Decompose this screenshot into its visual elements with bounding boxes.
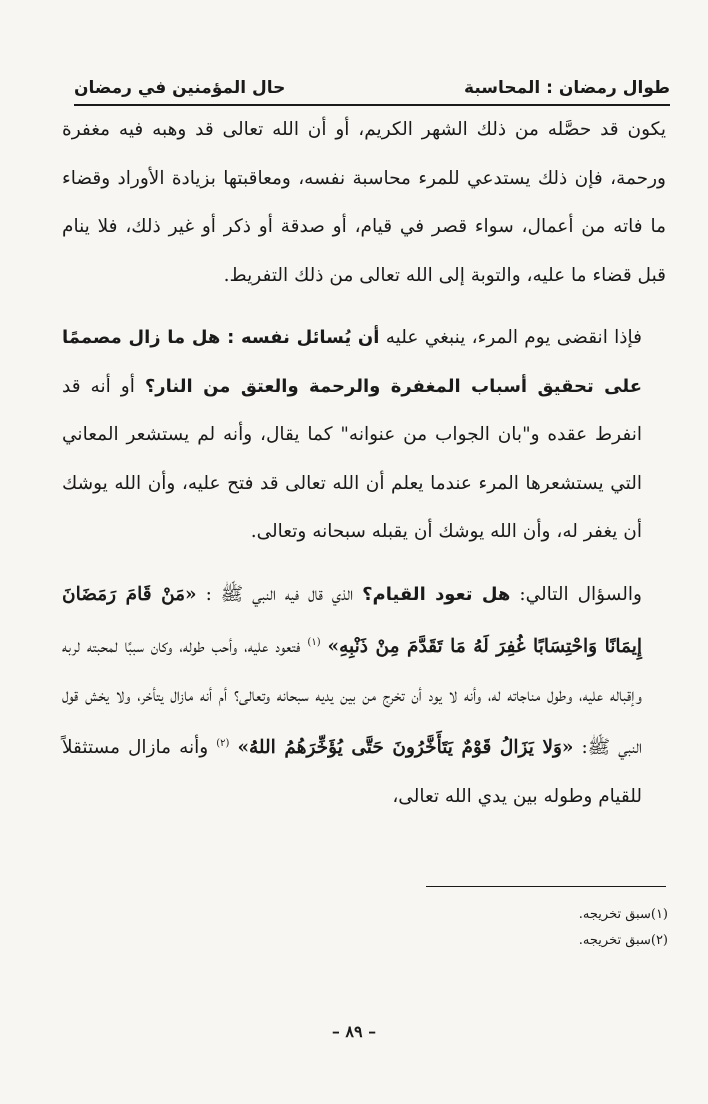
paragraph-3-middle: فتعود عليه، وأحب طوله، وكان سببًا لمحبته لربه وإقباله عليه، وطول مناجاته له، وأنه لا يود أن تخرج من بين يديه سبحانه وتعالى؟ أم أنه مازال يتأخر، ولا يخش قول النبي ﷺ: [62, 636, 642, 759]
footnote-divider [426, 886, 666, 887]
footnotes [579, 902, 668, 954]
paragraph-3-question: هل تعود القيام؟ [362, 583, 511, 605]
running-header [74, 78, 670, 106]
footnote-1: (١)سبق تخريجه. [578, 907, 668, 922]
chapter-title: طوال رمضان : المحاسبة [464, 78, 670, 98]
paragraph-3-end: وأنه مازال مستثقلاً للقيام وطوله بين يدي الله تعالى، [62, 737, 642, 807]
page-number: – ٨٩ – [331, 1022, 377, 1041]
paragraph-2 [62, 314, 666, 557]
paragraph-2-rest: أو أنه قد انفرط عقده و"بان الجواب من عنوانه" كما يقال، وأنه لم يستشعر المعاني التي يستشعرها المرء عندما يعلم أن الله تعالى قد فتح عليه، وأن الله يوشك أن يغفر له، وأن الله يوشك أن يقبله سبحانه وتعالى. [62, 375, 642, 542]
footnote-ref-1[interactable]: (١) [307, 637, 321, 648]
paragraph-1 [62, 106, 666, 300]
paragraph-2-emphasis: أن يُسائل نفسه : هل ما زال مصممًا على تحقيق أسباب المغفرة والرحمة والعتق من النار؟ [62, 327, 642, 397]
paragraph-2-intro: فإذا انقضى يوم المرء، ينبغي عليه [385, 327, 642, 348]
paragraph-3-intro: والسؤال التالي: [519, 583, 642, 605]
footnote-2: (٢)سبق تخريجه. [578, 933, 668, 948]
hadith-quote-1: «مَنْ قَامَ رَمَضَانَ إِيمَانًا وَاحْتِسَابًا غُفِرَ لَهُ مَا تَقَدَّمَ مِنْ ذَنْبِهِ» [62, 583, 642, 658]
footnote-ref-2[interactable]: (٢) [216, 738, 230, 750]
main-text [62, 106, 666, 821]
book-title: حال المؤمنين في رمضان [74, 78, 286, 98]
hadith-quote-2: «وَلا يَزَالُ قَوْمٌ يَتَأَخَّرُونَ حَتَّى يُؤَخِّرَهُمُ اللهُ» [237, 737, 574, 759]
paragraph-3-lead: الذي قال فيه النبي ﷺ : [205, 583, 354, 605]
paragraph-3 [62, 571, 666, 822]
paragraph-1-text: يكون قد حصَّله من ذلك الشهر الكريم، أو أن الله تعالى قد وهبه فيه مغفرة ورحمة، فإن ذلك يستدعي للمرء محاسبة نفسه، ومعاقبتها بزيادة الأوراد وقضاء ما فاته من أعمال، سواء قصر في قيام، أو صدقة أو ذكر أو غير ذلك، فلا ينام قبل قضاء ما عليه، والتوبة إلى الله تعالى من ذلك التفريط. [62, 119, 666, 286]
